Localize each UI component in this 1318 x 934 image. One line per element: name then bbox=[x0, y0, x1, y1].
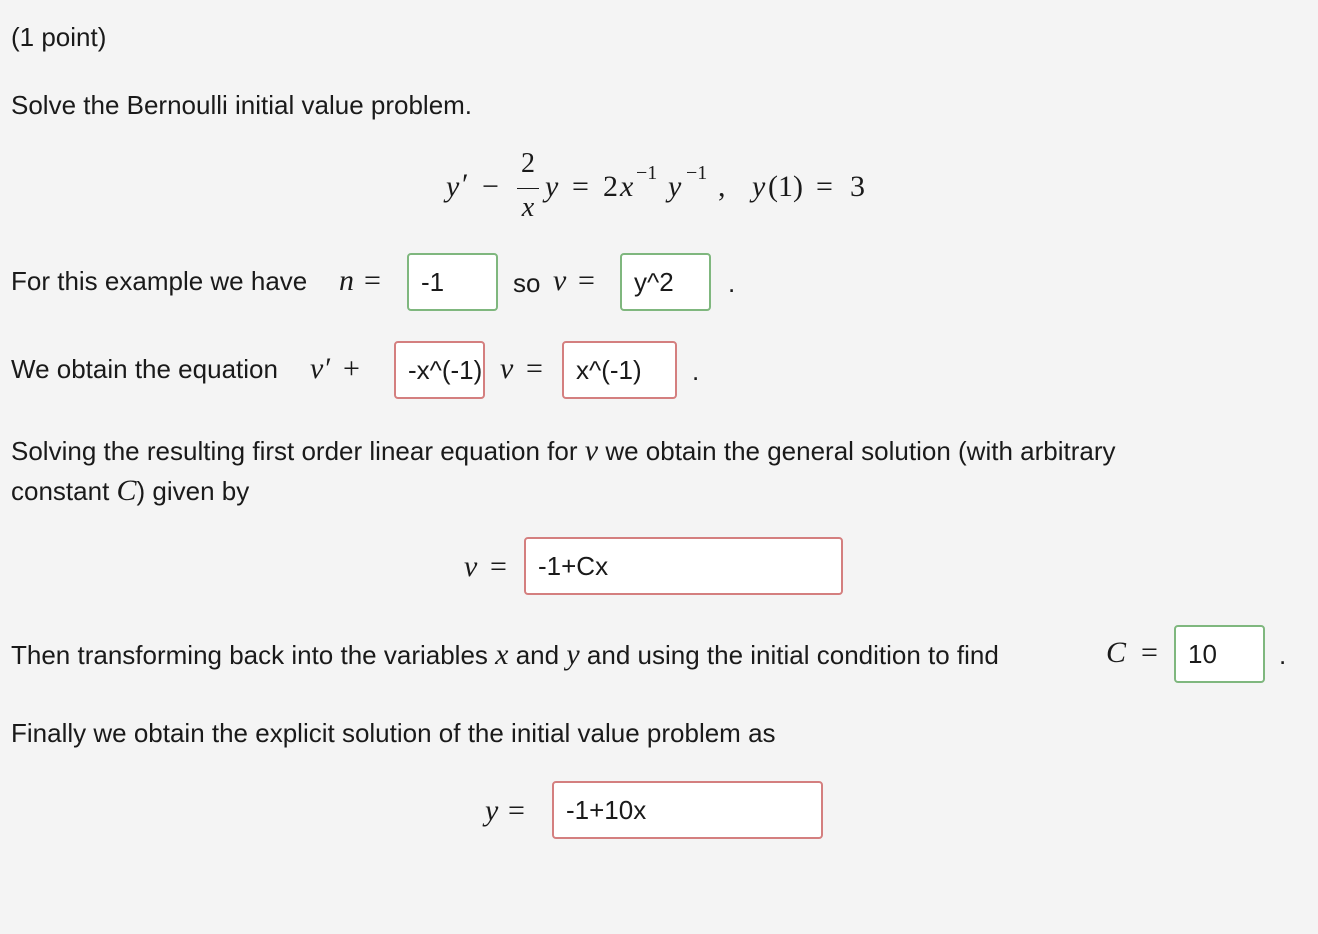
ic-equals: = bbox=[816, 170, 833, 203]
eq-frac-num: 2 bbox=[521, 148, 535, 179]
eq-minus: − bbox=[482, 170, 499, 203]
eq-frac-bar bbox=[517, 188, 539, 189]
C-value-input[interactable] bbox=[1174, 625, 1265, 683]
eq-y3: y bbox=[668, 170, 682, 203]
step1-period: . bbox=[728, 268, 736, 298]
step5-equals: = bbox=[508, 794, 525, 827]
v-equals: = bbox=[578, 264, 595, 297]
step5-text: Finally we obtain the explicit solution of the initial value problem as bbox=[11, 718, 776, 748]
v-substitution-input[interactable] bbox=[620, 253, 711, 311]
step3-line1-b: we obtain the general solution (with arbitrary bbox=[605, 436, 1116, 466]
step3-line2 bbox=[11, 474, 249, 508]
v-variable: v bbox=[553, 264, 567, 297]
eq-exp2: −1 bbox=[686, 162, 708, 184]
eq-prime: ′ bbox=[462, 168, 469, 201]
plus-sign: + bbox=[343, 352, 360, 385]
eq-equals: = bbox=[572, 170, 589, 203]
eq-exp1: −1 bbox=[636, 162, 658, 184]
step3-line1-a: Solving the resulting first order linear equation for bbox=[11, 436, 578, 466]
eq-x: x bbox=[620, 170, 634, 203]
step3-equals: = bbox=[490, 550, 507, 583]
eq-coef: 2 bbox=[603, 170, 618, 203]
n-answer-input[interactable] bbox=[407, 253, 498, 311]
eq-comma: , bbox=[718, 170, 726, 203]
C-variable: C bbox=[116, 474, 137, 507]
ic-arg: (1) bbox=[768, 170, 803, 203]
eq-y2: y bbox=[545, 170, 559, 203]
x-variable: x bbox=[495, 638, 509, 671]
y-label: y bbox=[485, 794, 499, 827]
v-variable-2: v bbox=[500, 352, 514, 385]
rhs-input[interactable] bbox=[562, 341, 677, 399]
y-variable: y bbox=[566, 638, 580, 671]
eq-frac-den: x bbox=[521, 192, 535, 223]
and-label: and bbox=[515, 640, 560, 670]
step2-equals: = bbox=[526, 352, 543, 385]
v-label: v bbox=[464, 550, 478, 583]
general-solution-input[interactable] bbox=[524, 537, 843, 595]
step4-text-b: and using the initial condition to find bbox=[586, 640, 999, 670]
step4-period: . bbox=[1279, 640, 1287, 670]
step2-prefix: We obtain the equation bbox=[11, 354, 278, 384]
eq-y: y bbox=[446, 170, 460, 203]
step4-text-a: Then transforming back into the variables bbox=[11, 640, 488, 670]
step3-line2-a: constant bbox=[11, 476, 110, 506]
v-variable-3: v bbox=[584, 434, 599, 467]
n-equals: = bbox=[364, 264, 381, 297]
problem-statement: Solve the Bernoulli initial value problem. bbox=[11, 90, 473, 120]
step3-line1 bbox=[11, 434, 1116, 468]
step1-prefix: For this example we have bbox=[11, 266, 308, 296]
v-prime: v′ bbox=[310, 352, 330, 385]
points-label: (1 point) bbox=[11, 22, 107, 52]
explicit-solution-input[interactable] bbox=[552, 781, 823, 839]
so-label: so bbox=[513, 268, 541, 298]
coefficient-input[interactable] bbox=[394, 341, 485, 399]
step4-text bbox=[11, 638, 999, 672]
step4-equals: = bbox=[1141, 636, 1158, 669]
step2-period: . bbox=[692, 356, 700, 386]
C-variable-2: C bbox=[1106, 636, 1127, 669]
ic-value: 3 bbox=[850, 170, 865, 203]
step3-line2-b: ) given by bbox=[136, 476, 250, 506]
ic-y: y bbox=[752, 170, 766, 203]
n-variable: n bbox=[339, 264, 354, 297]
